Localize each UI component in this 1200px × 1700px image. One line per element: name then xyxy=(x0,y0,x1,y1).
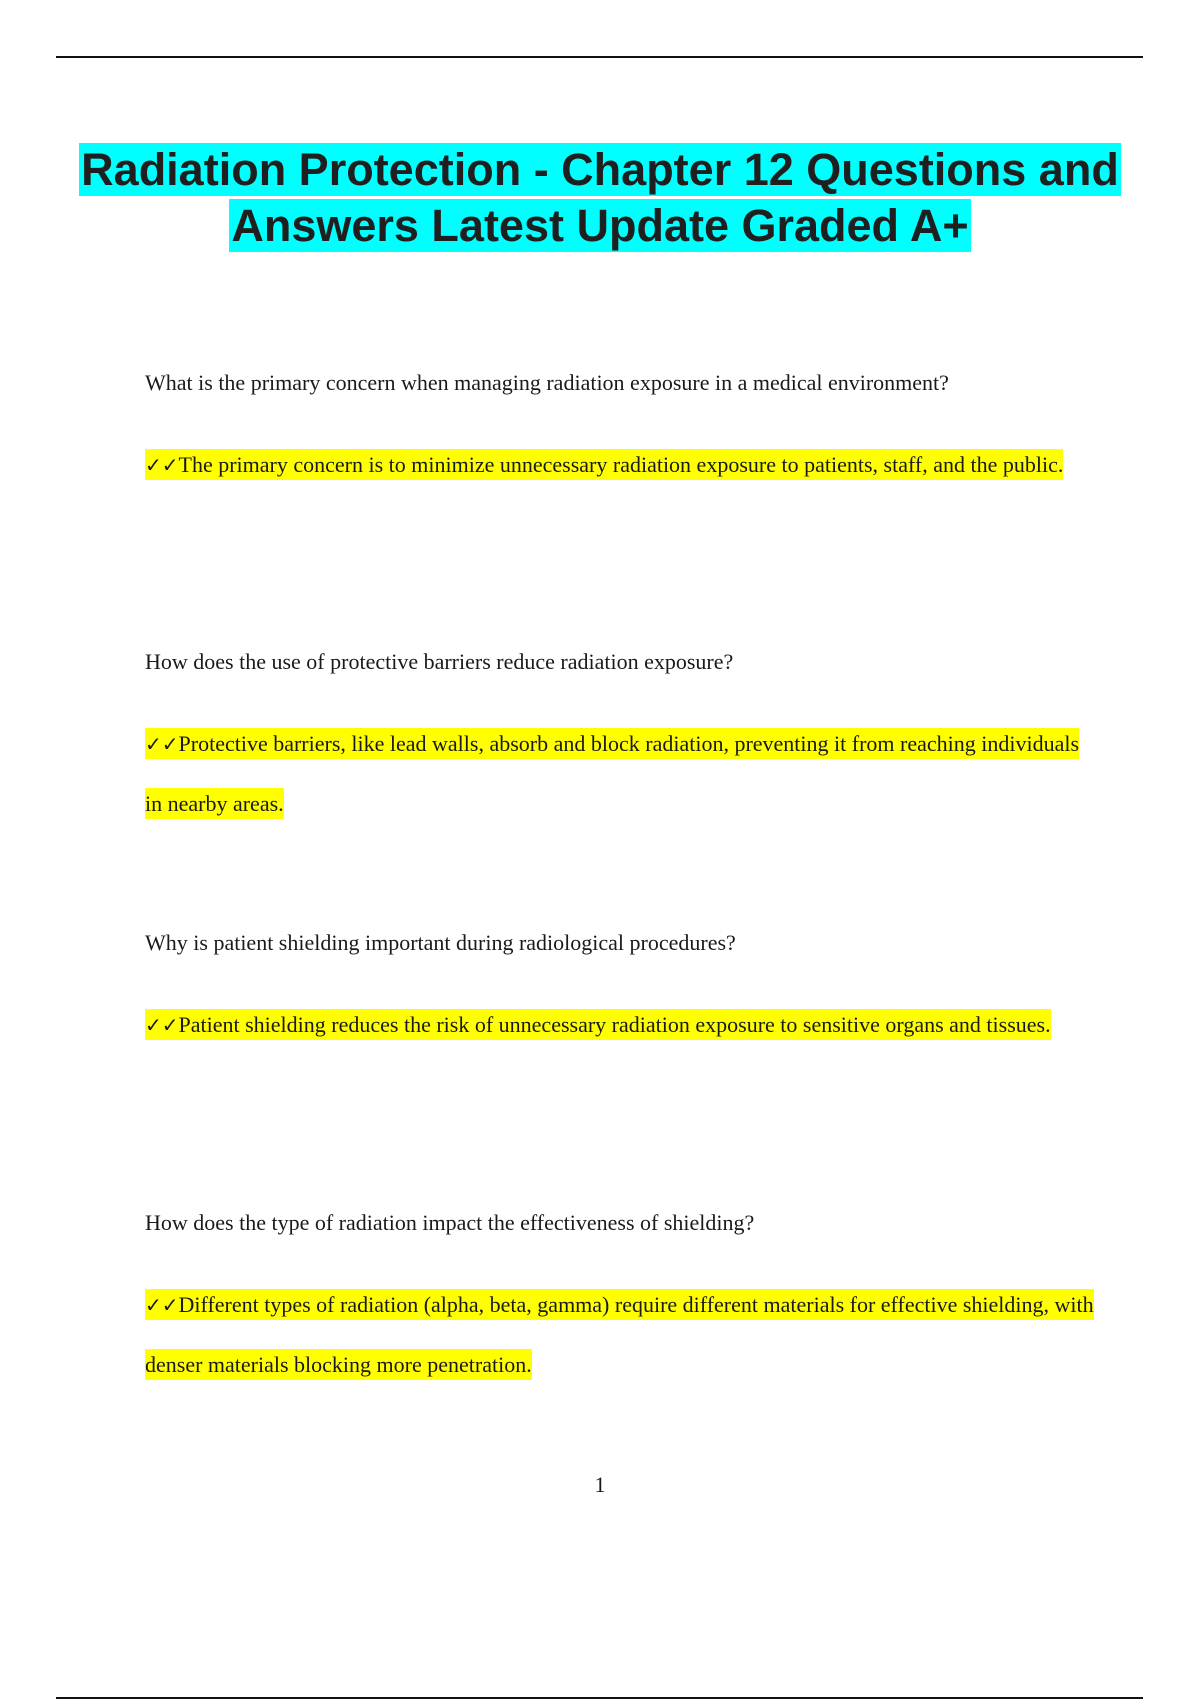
answer-text: Protective barriers, like lead walls, absorb and block radiation, preventing it from reaching individuals in nearby areas. xyxy=(145,731,1080,816)
page-number: 1 xyxy=(594,1472,606,1497)
question-text: How does the type of radiation impact the effectiveness of shielding? xyxy=(145,1210,755,1235)
question-text: What is the primary concern when managing radiation exposure in a medical environment? xyxy=(145,370,949,395)
qa-item xyxy=(145,369,1095,495)
question-text: Why is patient shielding important during radiological procedures? xyxy=(145,930,736,955)
answer-highlight xyxy=(145,728,1079,819)
answer-highlight xyxy=(145,1009,1051,1040)
answer-text: Different types of radiation (alpha, beta, gamma) require different materials for effective shielding, with denser materials blocking more penetration. xyxy=(145,1292,1094,1377)
double-check-icon: ✓✓ xyxy=(145,1293,179,1317)
answer-block xyxy=(145,435,1095,495)
double-check-icon: ✓✓ xyxy=(145,1013,179,1037)
answer-block xyxy=(145,1275,1095,1395)
answer-text: Patient shielding reduces the risk of unnecessary radiation exposure to sensitive organs and tissues. xyxy=(178,1012,1051,1037)
double-check-icon: ✓✓ xyxy=(145,732,179,756)
answer-highlight xyxy=(145,1289,1094,1380)
answer-block xyxy=(145,714,1095,834)
answer-block xyxy=(145,995,1095,1055)
document-title xyxy=(0,142,1200,253)
bottom-rule xyxy=(56,1697,1143,1699)
qa-item xyxy=(145,1209,1095,1395)
double-check-icon: ✓✓ xyxy=(145,453,179,477)
answer-text: The primary concern is to minimize unnecessary radiation exposure to patients, staff, and the public. xyxy=(178,452,1064,477)
document-title-text: Radiation Protection - Chapter 12 Questions and Answers Latest Update Graded A+ xyxy=(81,144,1119,251)
qa-item xyxy=(145,648,1095,834)
answer-highlight xyxy=(145,449,1063,480)
question-text: How does the use of protective barriers reduce radiation exposure? xyxy=(145,649,734,674)
qa-item xyxy=(145,929,1095,1055)
top-rule xyxy=(56,56,1143,58)
